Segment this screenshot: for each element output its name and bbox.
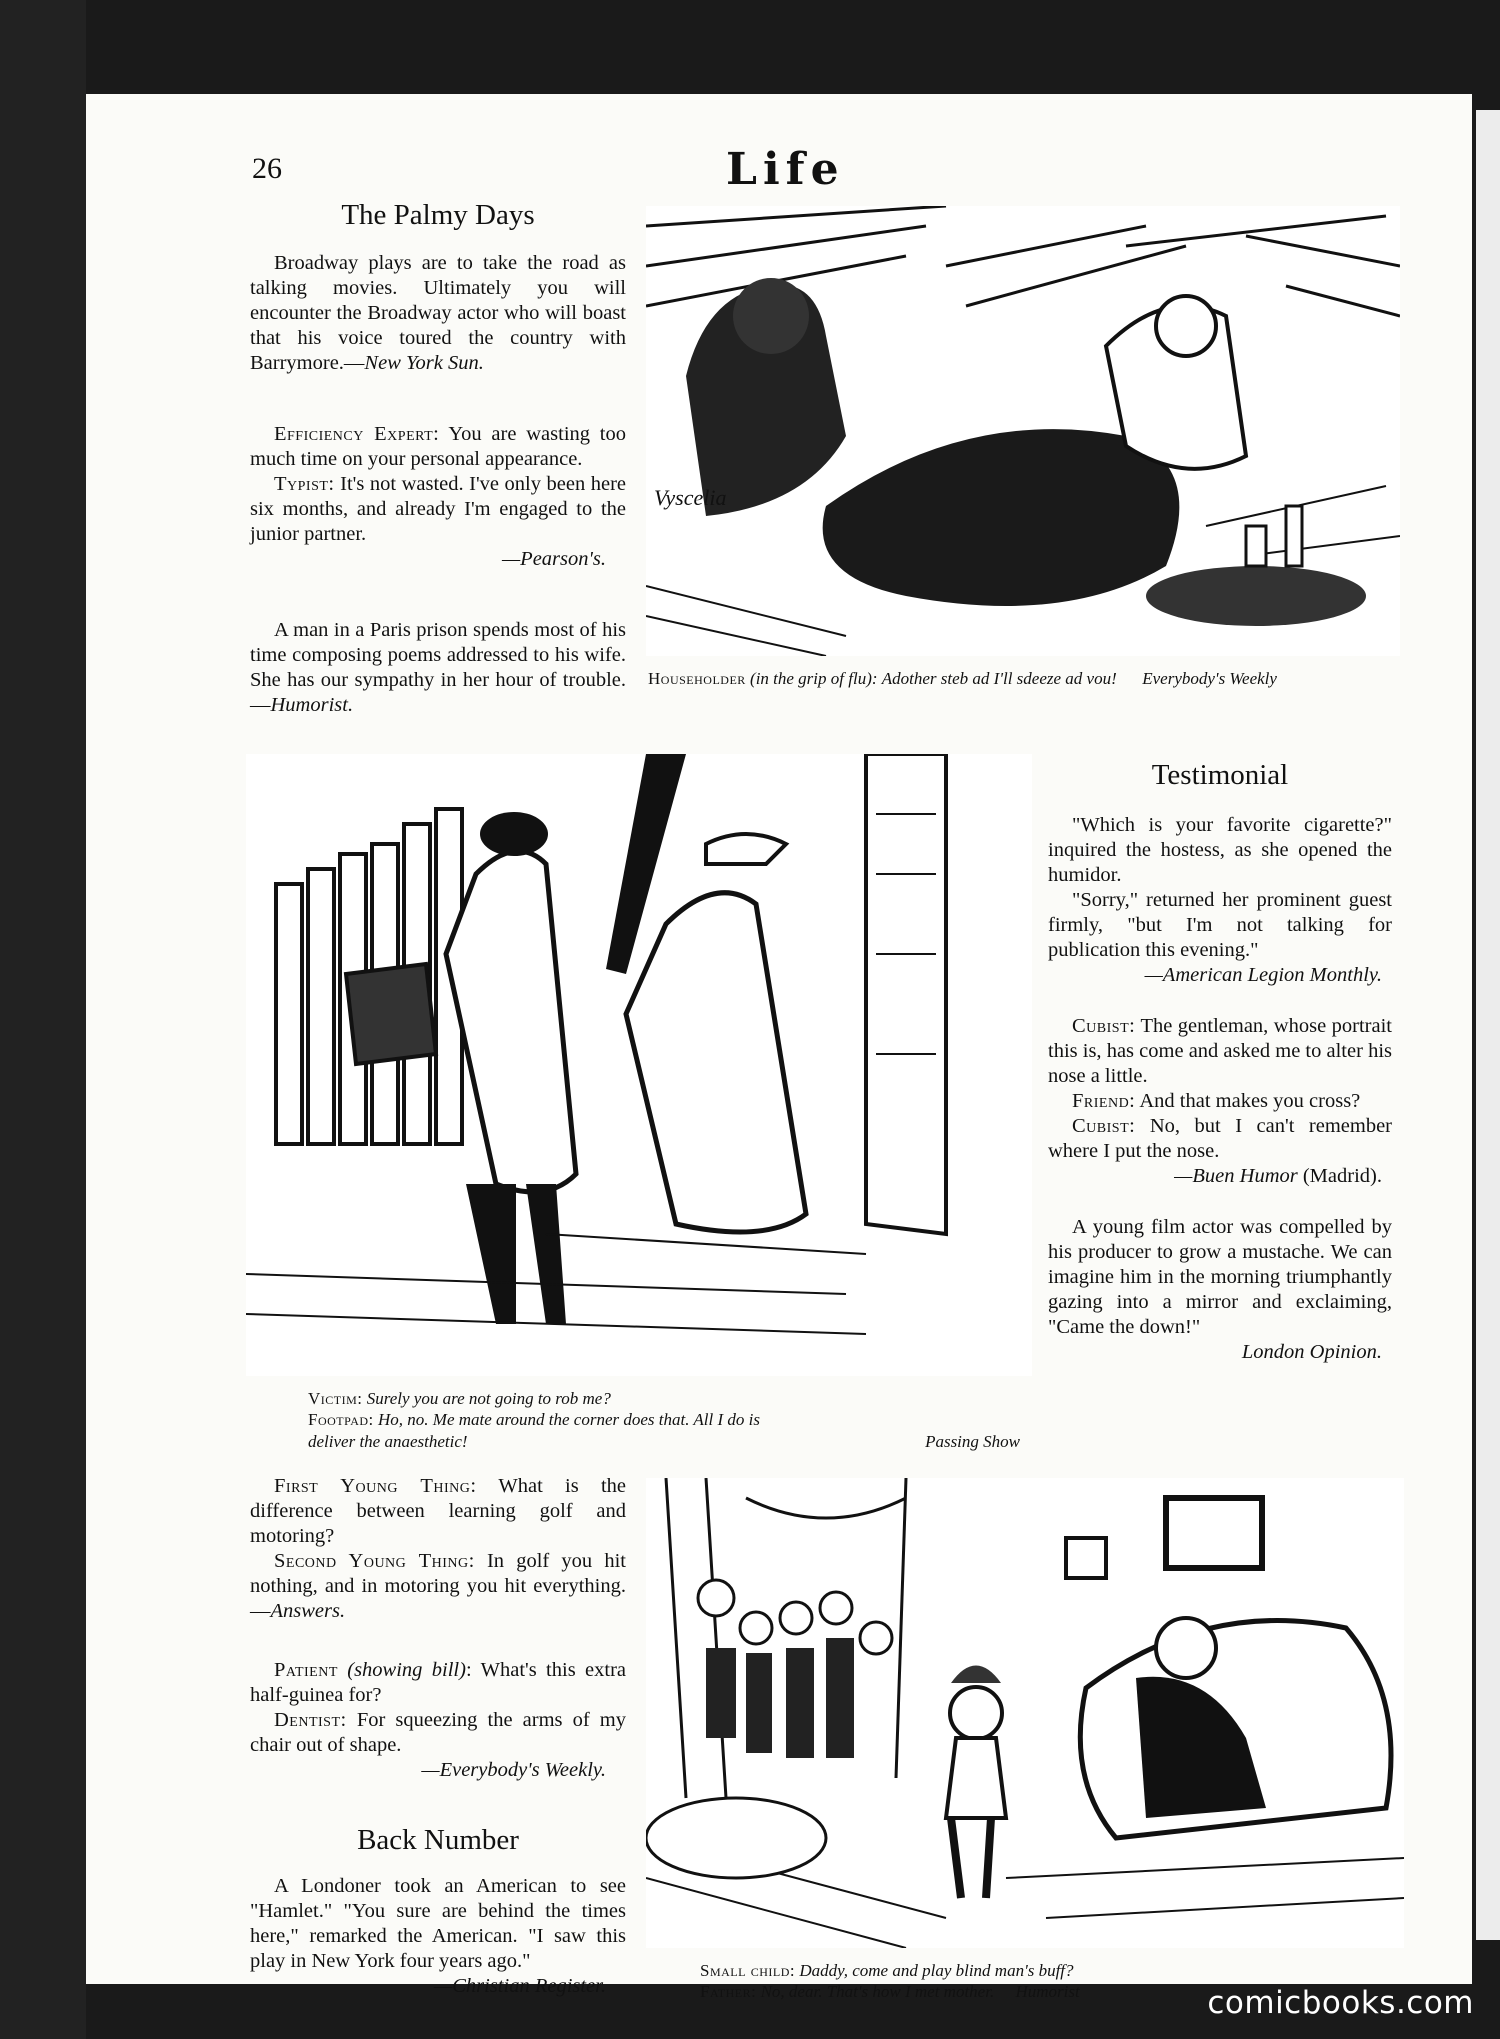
patient-line1: Patient (showing bill): What's this extra half-guinea for? [250, 1659, 627, 1706]
film-actor-source: London Opinion. [1241, 1341, 1382, 1364]
efficiency-line1: Efficiency Expert: You are wasting too much time on your personal appearance. [250, 423, 626, 471]
cartoon-blind-mans-buff-illustration [646, 1478, 1404, 1948]
watermark-text: comicbooks.com [1207, 1985, 1474, 2021]
palmy-days-title: The Palmy Days [341, 199, 535, 231]
patient-source: —Everybody's Weekly. [421, 1759, 606, 1781]
testimonial-p1: "Which is your favorite cigarette?" inquired the hostess, as she opened the humidor. [1048, 814, 1392, 887]
cartoon2-caption [308, 1388, 1020, 1452]
cubist-line1: Cubist: The gentleman, whose portrait this is, has come and asked me to alter his nose a little. [1048, 1015, 1392, 1088]
cubist-line2: Friend: And that makes you cross? [1072, 1090, 1361, 1113]
next-page-edge [1476, 110, 1500, 1940]
cubist-source: —Buen Humor (Madrid). [1174, 1165, 1382, 1188]
palmy-days-text: Broadway plays are to take the road as talking movies. Ultimately you will encounter the Broadway actor who will boast that his voice toured the country with Barrymore.—New York Sun. [250, 252, 626, 375]
cartoon-flu-illustration [646, 206, 1400, 656]
testimonial-title: Testimonial [1151, 759, 1289, 791]
cartoon-footpad-illustration [246, 754, 1032, 1376]
page-number: 26 [252, 152, 282, 185]
right-column-middle [1048, 758, 1392, 1365]
paris-text: A man in a Paris prison spends most of his time composing poems addressed to his wife. She has our sympathy in her hour of trouble.—Humorist. [250, 619, 626, 717]
golf-line1: First Young Thing: What is the difference between learning golf and motoring? [250, 1475, 626, 1547]
cartoon2-caption-line3: deliver the anaesthetic! Passing Show [308, 1431, 1020, 1451]
patient-line2: Dentist: For squeezing the arms of my chair out of shape. [250, 1709, 626, 1756]
cartoon2-caption-line1: Victim: Surely you are not going to rob me? [308, 1389, 611, 1408]
efficiency-source: —Pearson's. [501, 548, 606, 571]
scan-left-border [0, 0, 86, 2039]
film-actor-text: A young film actor was compelled by his producer to grow a mustache. We can imagine him in the morning triumphantly gazing into a mirror and exclaiming, "Came the down!" [1048, 1216, 1392, 1339]
efficiency-line2: Typist: It's not wasted. I've only been here six months, and already I'm engaged to the junior partner. [250, 473, 626, 546]
magazine-page [86, 94, 1472, 2002]
testimonial-source: —American Legion Monthly. [1144, 964, 1382, 987]
cartoon1-caption: Householder (in the grip of flu): Adother steb ad I'll sdeeze ad vou! Everybody's Weekly [648, 669, 1277, 688]
cartoon-footpad-drawing [246, 754, 1032, 1376]
golf-line2: Second Young Thing: In golf you hit nothing, and in motoring you hit everything.—Answers. [250, 1550, 626, 1622]
cartoon3-caption-line2: Father: No, dear. That's how I met mother. Humorist [700, 1982, 1080, 2002]
cartoon-blind-mans-buff-drawing [646, 1478, 1404, 1948]
back-number-text: A Londoner took an American to see "Hamlet." "You sure are behind the times here," remarked the American. "I saw this play in New York four years ago." [250, 1875, 626, 1973]
left-column-top [250, 198, 626, 718]
cartoon-flu-drawing [646, 206, 1400, 656]
left-column-bottom [250, 1474, 626, 1999]
back-number-title: Back Number [357, 1824, 519, 1856]
cartoon3-caption-line1: Small child: Daddy, come and play blind man's buff? [700, 1961, 1074, 1980]
cubist-line3: Cubist: No, but I can't remember where I put the nose. [1048, 1115, 1392, 1163]
back-number-source: —Christian Register. [434, 1975, 606, 1998]
cartoon1-signature: Vyscelia [654, 485, 727, 510]
masthead-logo: Life [726, 144, 845, 195]
testimonial-p2: "Sorry," returned her prominent guest firmly, "but I'm not talking for publication this evening." [1048, 889, 1392, 962]
cartoon2-caption-line2: Footpad: Ho, no. Me mate around the corner does that. All I do is [308, 1410, 760, 1430]
